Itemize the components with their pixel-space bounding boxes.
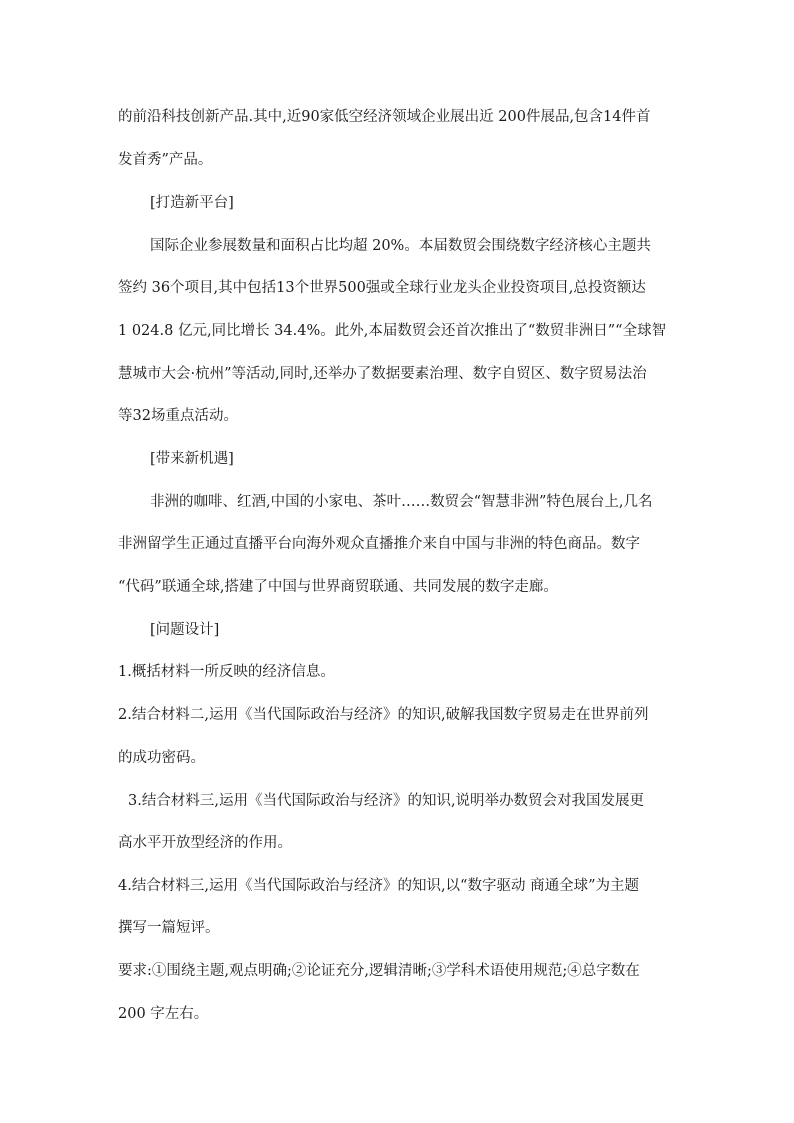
paragraph-line: “代码”联通全球,搭建了中国与世界商贸联通、共同发展的数字走廊。 — [118, 579, 558, 595]
question-line: 撰写一篇短评。 — [118, 920, 220, 936]
question-line: 2.结合材料二,运用《当代国际政治与经济》的知识,破解我国数字贸易走在世界前列 — [118, 707, 649, 723]
question-line: 3.结合材料三,运用《当代国际政治与经济》的知识,说明举办数贸会对我国发展更 — [128, 793, 645, 809]
section-heading: [带来新机遇] — [150, 451, 234, 467]
section-heading: [打造新平台] — [150, 195, 234, 211]
question-line: 1.概括材料一所反映的经济信息。 — [118, 664, 335, 680]
requirement-line: 要求:①围绕主题,观点明确;②论证充分,逻辑清晰;③学科术语使用规范;④总字数在 — [118, 963, 640, 979]
question-line: 的成功密码。 — [118, 750, 205, 766]
paragraph-line: 发首秀”产品。 — [118, 152, 213, 168]
paragraph-line: 1 024.8 亿元,同比增长 34.4%。此外,本届数贸会还首次推出了“数贸非洲日”“全球智 — [118, 323, 667, 339]
paragraph-line: 签约 36个项目,其中包括13个世界500强或全球行业龙头企业投资项目,总投资额达 — [118, 280, 646, 296]
paragraph-line: 的前沿科技创新产品.其中,近90家低空经济领域企业展出近 200件展品,包含14件首 — [118, 109, 651, 125]
paragraph-line: 慧城市大会·杭州”等活动,同时,还举办了数据要素治理、数字自贸区、数字贸易法治 — [118, 366, 647, 382]
paragraph-line: 非洲的咖啡、红酒,中国的小家电、茶叶……数贸会“智慧非洲”特色展台上,几名 — [150, 494, 653, 510]
paragraph-line: 等32场重点活动。 — [118, 408, 238, 424]
requirement-line: 200 字左右。 — [118, 1006, 209, 1022]
section-heading: [问题设计] — [150, 622, 220, 638]
paragraph-line: 非洲留学生正通过直播平台向海外观众直播推介来自中国与非洲的特色商品。数字 — [118, 536, 640, 552]
question-line: 高水平开放型经济的作用。 — [118, 835, 292, 851]
question-line: 4.结合材料三,运用《当代国际政治与经济》的知识,以“数字驱动 商通全球”为主题 — [118, 878, 639, 894]
paragraph-line: 国际企业参展数量和面积占比均超 20%。本届数贸会围绕数字经济核心主题共 — [150, 238, 651, 254]
